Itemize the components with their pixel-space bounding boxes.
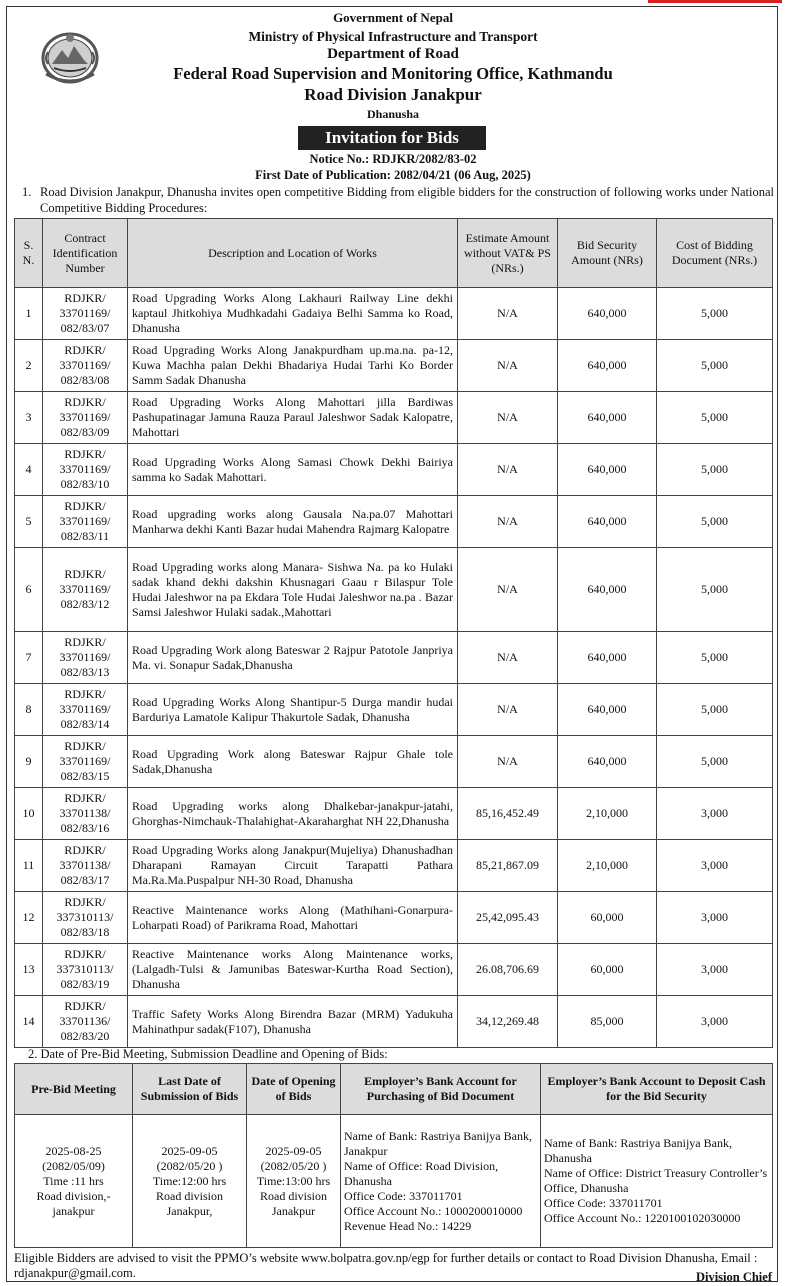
bid-security-cell: 640,000 (558, 340, 657, 392)
office-line: Federal Road Supervision and Monitoring Office, Kathmandu (173, 64, 613, 83)
works-row (15, 892, 773, 944)
bid-security-cell: 2,10,000 (558, 788, 657, 840)
works-header-row (15, 219, 773, 288)
description-cell: Reactive Maintenance works Along (Mathihani-Gonarpura- Loharpati Road) of Parikrama Road, Mahottari (128, 892, 458, 944)
bank-security-cell (541, 1115, 773, 1248)
works-table (14, 218, 773, 1048)
cell-line: janakpur (52, 1203, 95, 1218)
sn-cell: 11 (15, 840, 43, 892)
works-row (15, 944, 773, 996)
cell-line: Janakpur, (166, 1203, 213, 1218)
doc-cost-cell: 5,000 (657, 444, 773, 496)
works-row (15, 496, 773, 548)
contract-id-cell: RDJKR/ 33701169/ 082/83/10 (43, 444, 128, 496)
cell-line: Time:12:00 hrs (152, 1173, 227, 1188)
col-description: Description and Location of Works (128, 219, 458, 288)
doc-cost-cell: 3,000 (657, 892, 773, 944)
cell-line: Name of Office: District Treasury Controller’s Office, Dhanusha (544, 1166, 768, 1195)
doc-cost-cell: 5,000 (657, 392, 773, 444)
bid-security-cell: 2,10,000 (558, 840, 657, 892)
contract-id-cell: RDJKR/ 33701169/ 082/83/12 (43, 548, 128, 632)
cell-line: Office Code: 337011701 (344, 1188, 463, 1203)
estimate-cell: N/A (458, 548, 558, 632)
col-submission: Last Date of Submission of Bids (133, 1064, 247, 1115)
cell-line: Road division (259, 1188, 327, 1203)
bid-schedule-table (14, 1063, 773, 1248)
notice-number: Notice No.: RDJKR/2082/83-02 (309, 152, 477, 166)
col-sn: S. N. (15, 219, 43, 288)
footer-note: Eligible Bidders are advised to visit the PPMO’s website www.bolpatra.gov.np/egp for further details or contact to Road Division Dhanusha, Email : rdjanakpur@gmail.com. (14, 1251, 758, 1280)
signature: Division Chief (695, 1270, 772, 1284)
col-prebid: Pre-Bid Meeting (15, 1064, 133, 1115)
works-row (15, 288, 773, 340)
description-cell: Road Upgrading Work along Bateswar Rajpur Ghale tole Sadak,Dhanusha (128, 736, 458, 788)
intro-number: 1. (22, 185, 32, 199)
contract-id-cell: RDJKR/ 33701169/ 082/83/11 (43, 496, 128, 548)
cell-line: Time:13:00 hrs (256, 1173, 331, 1188)
cell-line: 2025-08-25 (45, 1143, 102, 1158)
bid-security-cell: 640,000 (558, 736, 657, 788)
works-row (15, 340, 773, 392)
cell-line: (2082/05/20 ) (156, 1158, 223, 1173)
works-row (15, 392, 773, 444)
works-row (15, 788, 773, 840)
description-cell: Road Upgrading Works Along Mahottari jilla Bardiwas Pashupatinagar Jamuna Rauza Paraul Jaleshwor Sadak Kalopatre, Mahottari (128, 392, 458, 444)
description-cell: Road Upgrading Work along Bateswar 2 Rajpur Patotole Janpriya Ma. vi. Sonapur Sadak,Dhanusha (128, 632, 458, 684)
works-row (15, 632, 773, 684)
doc-cost-cell: 3,000 (657, 788, 773, 840)
doc-cost-cell: 3,000 (657, 944, 773, 996)
sn-cell: 10 (15, 788, 43, 840)
col-contract-id: Contract Identification Number (43, 219, 128, 288)
bid-security-cell: 640,000 (558, 496, 657, 548)
sn-cell: 2 (15, 340, 43, 392)
cell-line: (2082/05/20 ) (260, 1158, 327, 1173)
doc-cost-cell: 5,000 (657, 632, 773, 684)
schedule-header-row (15, 1064, 773, 1115)
estimate-cell: N/A (458, 288, 558, 340)
contract-id-cell: RDJKR/ 33701169/ 082/83/14 (43, 684, 128, 736)
cell-line: Road division,- (36, 1188, 111, 1203)
sn-cell: 12 (15, 892, 43, 944)
estimate-cell: 85,16,452.49 (458, 788, 558, 840)
cell-line: Name of Bank: Rastriya Banijya Bank, Janakpur (344, 1128, 532, 1158)
sn-cell: 6 (15, 548, 43, 632)
bid-security-cell: 640,000 (558, 632, 657, 684)
division-line: Road Division Janakpur (304, 85, 482, 104)
works-row (15, 736, 773, 788)
bid-security-cell: 640,000 (558, 444, 657, 496)
top-accent-line (648, 0, 782, 3)
doc-cost-cell: 3,000 (657, 996, 773, 1048)
publication-date: First Date of Publication: 2082/04/21 (06 Aug, 2025) (255, 168, 531, 182)
doc-cost-cell: 5,000 (657, 288, 773, 340)
sn-cell: 7 (15, 632, 43, 684)
estimate-cell: N/A (458, 392, 558, 444)
sn-cell: 13 (15, 944, 43, 996)
sn-cell: 9 (15, 736, 43, 788)
description-cell: Road Upgrading Works Along Lakhauri Railway Line dekhi kaptaul Jhitkohiya Mudhkadahi Gadaiya Belhi Samma ko Road, Dhanusha (128, 288, 458, 340)
bid-security-cell: 85,000 (558, 996, 657, 1048)
description-cell: Road upgrading works along Gausala Na.pa.07 Mahottari Manharwa dekhi Kanti Bazar hudai Mahendra Rajmarg Kalopatre (128, 496, 458, 548)
cell-line: Time :11 hrs (43, 1173, 104, 1188)
doc-cost-cell: 5,000 (657, 736, 773, 788)
contract-id-cell: RDJKR/ 337310113/ 082/83/18 (43, 892, 128, 944)
schedule-row (15, 1115, 773, 1248)
bid-security-cell: 60,000 (558, 892, 657, 944)
works-row (15, 444, 773, 496)
description-cell: Road Upgrading works along Dhalkebar-janakpur-jatahi, Ghorghas-Nimchauk-Thalahighat-Akaraharghat NH 22,Dhanusha (128, 788, 458, 840)
estimate-cell: N/A (458, 444, 558, 496)
contract-id-cell: RDJKR/ 33701138/ 082/83/17 (43, 840, 128, 892)
prebid-cell (15, 1115, 133, 1248)
doc-cost-cell: 5,000 (657, 684, 773, 736)
estimate-cell: N/A (458, 736, 558, 788)
intro-paragraph (22, 184, 774, 216)
cell-line: Name of Bank: Rastriya Banijya Bank, Dhanusha (544, 1136, 732, 1165)
estimate-cell: N/A (458, 496, 558, 548)
works-row (15, 684, 773, 736)
description-cell: Road Upgrading works along Manara- Sishwa Na. pa ko Hulaki sadak khand dekhi dakshin Khusnagari Gaau r Bilaspur Tole Hudai Jaleshwor na pa Ekdara Tole Hudai Jaleshwor na.pa . Bazar Samsi Jaleshwor Hulaki sadak.,Mahottari (128, 548, 458, 632)
works-body (15, 288, 773, 1048)
works-row (15, 996, 773, 1048)
ministry-line: Ministry of Physical Infrastructure and Transport (248, 29, 538, 44)
contract-id-cell: RDJKR/ 33701136/ 082/83/20 (43, 996, 128, 1048)
cell-line: Office Code: 337011701 (544, 1196, 663, 1210)
description-cell: Road Upgrading Works Along Shantipur-5 Durga mandir hudai Barduriya Lamatole Kalipur Thakurtole Sadak, Dhanusha (128, 684, 458, 736)
estimate-cell: 85,21,867.09 (458, 840, 558, 892)
works-row (15, 840, 773, 892)
estimate-cell: 25,42,095.43 (458, 892, 558, 944)
col-bank-security: Employer’s Bank Account to Deposit Cash for the Bid Security (541, 1064, 773, 1115)
description-cell: Traffic Safety Works Along Birendra Bazar (MRM) Yadukuha Mahinathpur sadak(F107), Dhanusha (128, 996, 458, 1048)
contract-id-cell: RDJKR/ 337310113/ 082/83/19 (43, 944, 128, 996)
estimate-cell: 26.08,706.69 (458, 944, 558, 996)
sn-cell: 1 (15, 288, 43, 340)
district-line: Dhanusha (366, 107, 420, 121)
contract-id-cell: RDJKR/ 33701169/ 082/83/08 (43, 340, 128, 392)
sn-cell: 14 (15, 996, 43, 1048)
estimate-cell: N/A (458, 632, 558, 684)
bid-security-cell: 60,000 (558, 944, 657, 996)
contract-id-cell: RDJKR/ 33701169/ 082/83/07 (43, 288, 128, 340)
cell-line: (2082/05/09) (42, 1158, 105, 1173)
col-bid-security: Bid Security Amount (NRs) (558, 219, 657, 288)
bid-security-cell: 640,000 (558, 548, 657, 632)
bid-security-cell: 640,000 (558, 392, 657, 444)
doc-cost-cell: 5,000 (657, 340, 773, 392)
contract-id-cell: RDJKR/ 33701169/ 082/83/15 (43, 736, 128, 788)
description-cell: Road Upgrading Works Along Janakpurdham up.ma.na. pa-12, Kuwa Machha palan Dekhi Bhadariya Hudai Tarhi Ko Border Samm Sadak Dhanusha (128, 340, 458, 392)
sn-cell: 4 (15, 444, 43, 496)
cell-line: Revenue Head No.: 14229 (344, 1218, 472, 1233)
estimate-cell: N/A (458, 684, 558, 736)
sn-cell: 3 (15, 392, 43, 444)
cell-line: Road division (155, 1188, 223, 1203)
estimate-cell: 34,12,269.48 (458, 996, 558, 1048)
col-estimate: Estimate Amount without VAT& PS (NRs.) (458, 219, 558, 288)
col-bank-doc: Employer’s Bank Account for Purchasing of Bid Document (341, 1064, 541, 1115)
estimate-cell: N/A (458, 340, 558, 392)
col-opening: Date of Opening of Bids (247, 1064, 341, 1115)
submission-cell (133, 1115, 247, 1248)
col-doc-cost: Cost of Bidding Document (NRs.) (657, 219, 773, 288)
bid-security-cell: 640,000 (558, 288, 657, 340)
cell-line: Office Account No.: 1220100102030000 (544, 1211, 741, 1225)
sn-cell: 5 (15, 496, 43, 548)
opening-cell (247, 1115, 341, 1248)
description-cell: Road Upgrading Works along Janakpur(Mujeliya) Dhanushadhan Dharapani Ramayan Circuit Tarapatti Pathara Ma.Ra.Ma.Puspalpur NH-30 Road, Dhanusha (128, 840, 458, 892)
cell-line: Janakpur (271, 1203, 316, 1218)
doc-cost-cell: 5,000 (657, 496, 773, 548)
cell-line: 2025-09-05 (265, 1143, 322, 1158)
contract-id-cell: RDJKR/ 33701138/ 082/83/16 (43, 788, 128, 840)
section-2-title: 2. Date of Pre-Bid Meeting, Submission Deadline and Opening of Bids: (28, 1047, 388, 1061)
sn-cell: 8 (15, 684, 43, 736)
department-line: Department of Road (327, 46, 459, 62)
bank-doc-cell (341, 1115, 541, 1248)
doc-cost-cell: 3,000 (657, 840, 773, 892)
contract-id-cell: RDJKR/ 33701169/ 082/83/09 (43, 392, 128, 444)
page-title: Invitation for Bids (298, 126, 486, 150)
intro-text: Road Division Janakpur, Dhanusha invites open competitive Bidding from eligible bidders for the construction of following works under National Competitive Bidding Procedures: (40, 185, 774, 215)
cell-line: Office Account No.: 1000200010000 (344, 1203, 523, 1218)
doc-cost-cell: 5,000 (657, 548, 773, 632)
works-row (15, 548, 773, 632)
bid-security-cell: 640,000 (558, 684, 657, 736)
gov-line: Government of Nepal (333, 10, 453, 25)
description-cell: Reactive Maintenance works Along Maintenance works, (Lalgadh-Tulsi & Jamunibas Bateswar-Kurtha Road Section), Dhanusha (128, 944, 458, 996)
contract-id-cell: RDJKR/ 33701169/ 082/83/13 (43, 632, 128, 684)
description-cell: Road Upgrading Works Along Samasi Chowk Dekhi Bairiya samma ko Sadak Mahottari. (128, 444, 458, 496)
cell-line: Name of Office: Road Division, Dhanusha (344, 1158, 499, 1188)
cell-line: 2025-09-05 (161, 1143, 218, 1158)
